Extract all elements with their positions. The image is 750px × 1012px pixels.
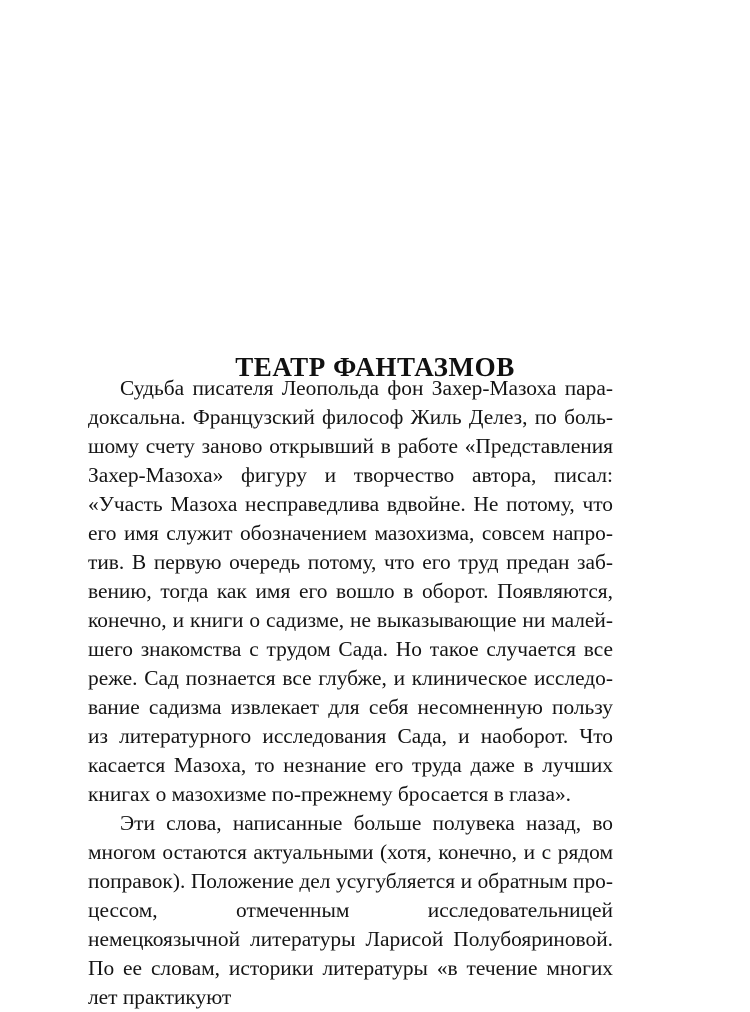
body-text bbox=[88, 374, 613, 1012]
chapter-title: ТЕАТР ФАНТАЗМОВ bbox=[235, 352, 515, 383]
paragraph-2: Эти слова, написанные больше полувека назад, во многом остаются актуальными (хотя, конечно, и с рядом поправок). Положение дел усугубляется и обратным процессом, отмеченным исследовательницей немецкоязычной литературы Ларисой Полубояриновой. По ее словам, историки литературы «в течение многих лет практикуют bbox=[88, 811, 613, 1009]
paragraph-1: Судьба писателя Леопольда фон Захер-Мазоха парадоксальна. Французский философ Жиль Делез, по большому счету заново открывший в работе «Представления Захер-Мазоха» фигуру и творчество автора, писал: «Участь Мазоха несправедлива вдвойне. Не потому, что его имя служит обозначением мазохизма, совсем напротив. В первую очередь потому, что его труд предан забвению, тогда как имя его вошло в оборот. Появляются, конечно, и книги о садизме, не выказывающие ни малейшего знакомства с трудом Сада. Но такое случается все реже. Сад познается все глубже, и клиническое исследование садизма извлекает для себя несомненную пользу из литературного исследования Сада, и наоборот. Что касается Мазоха, то незнание его труда даже в лучших книгах о мазохизме по-прежнему бросается в глаза». bbox=[88, 376, 613, 806]
